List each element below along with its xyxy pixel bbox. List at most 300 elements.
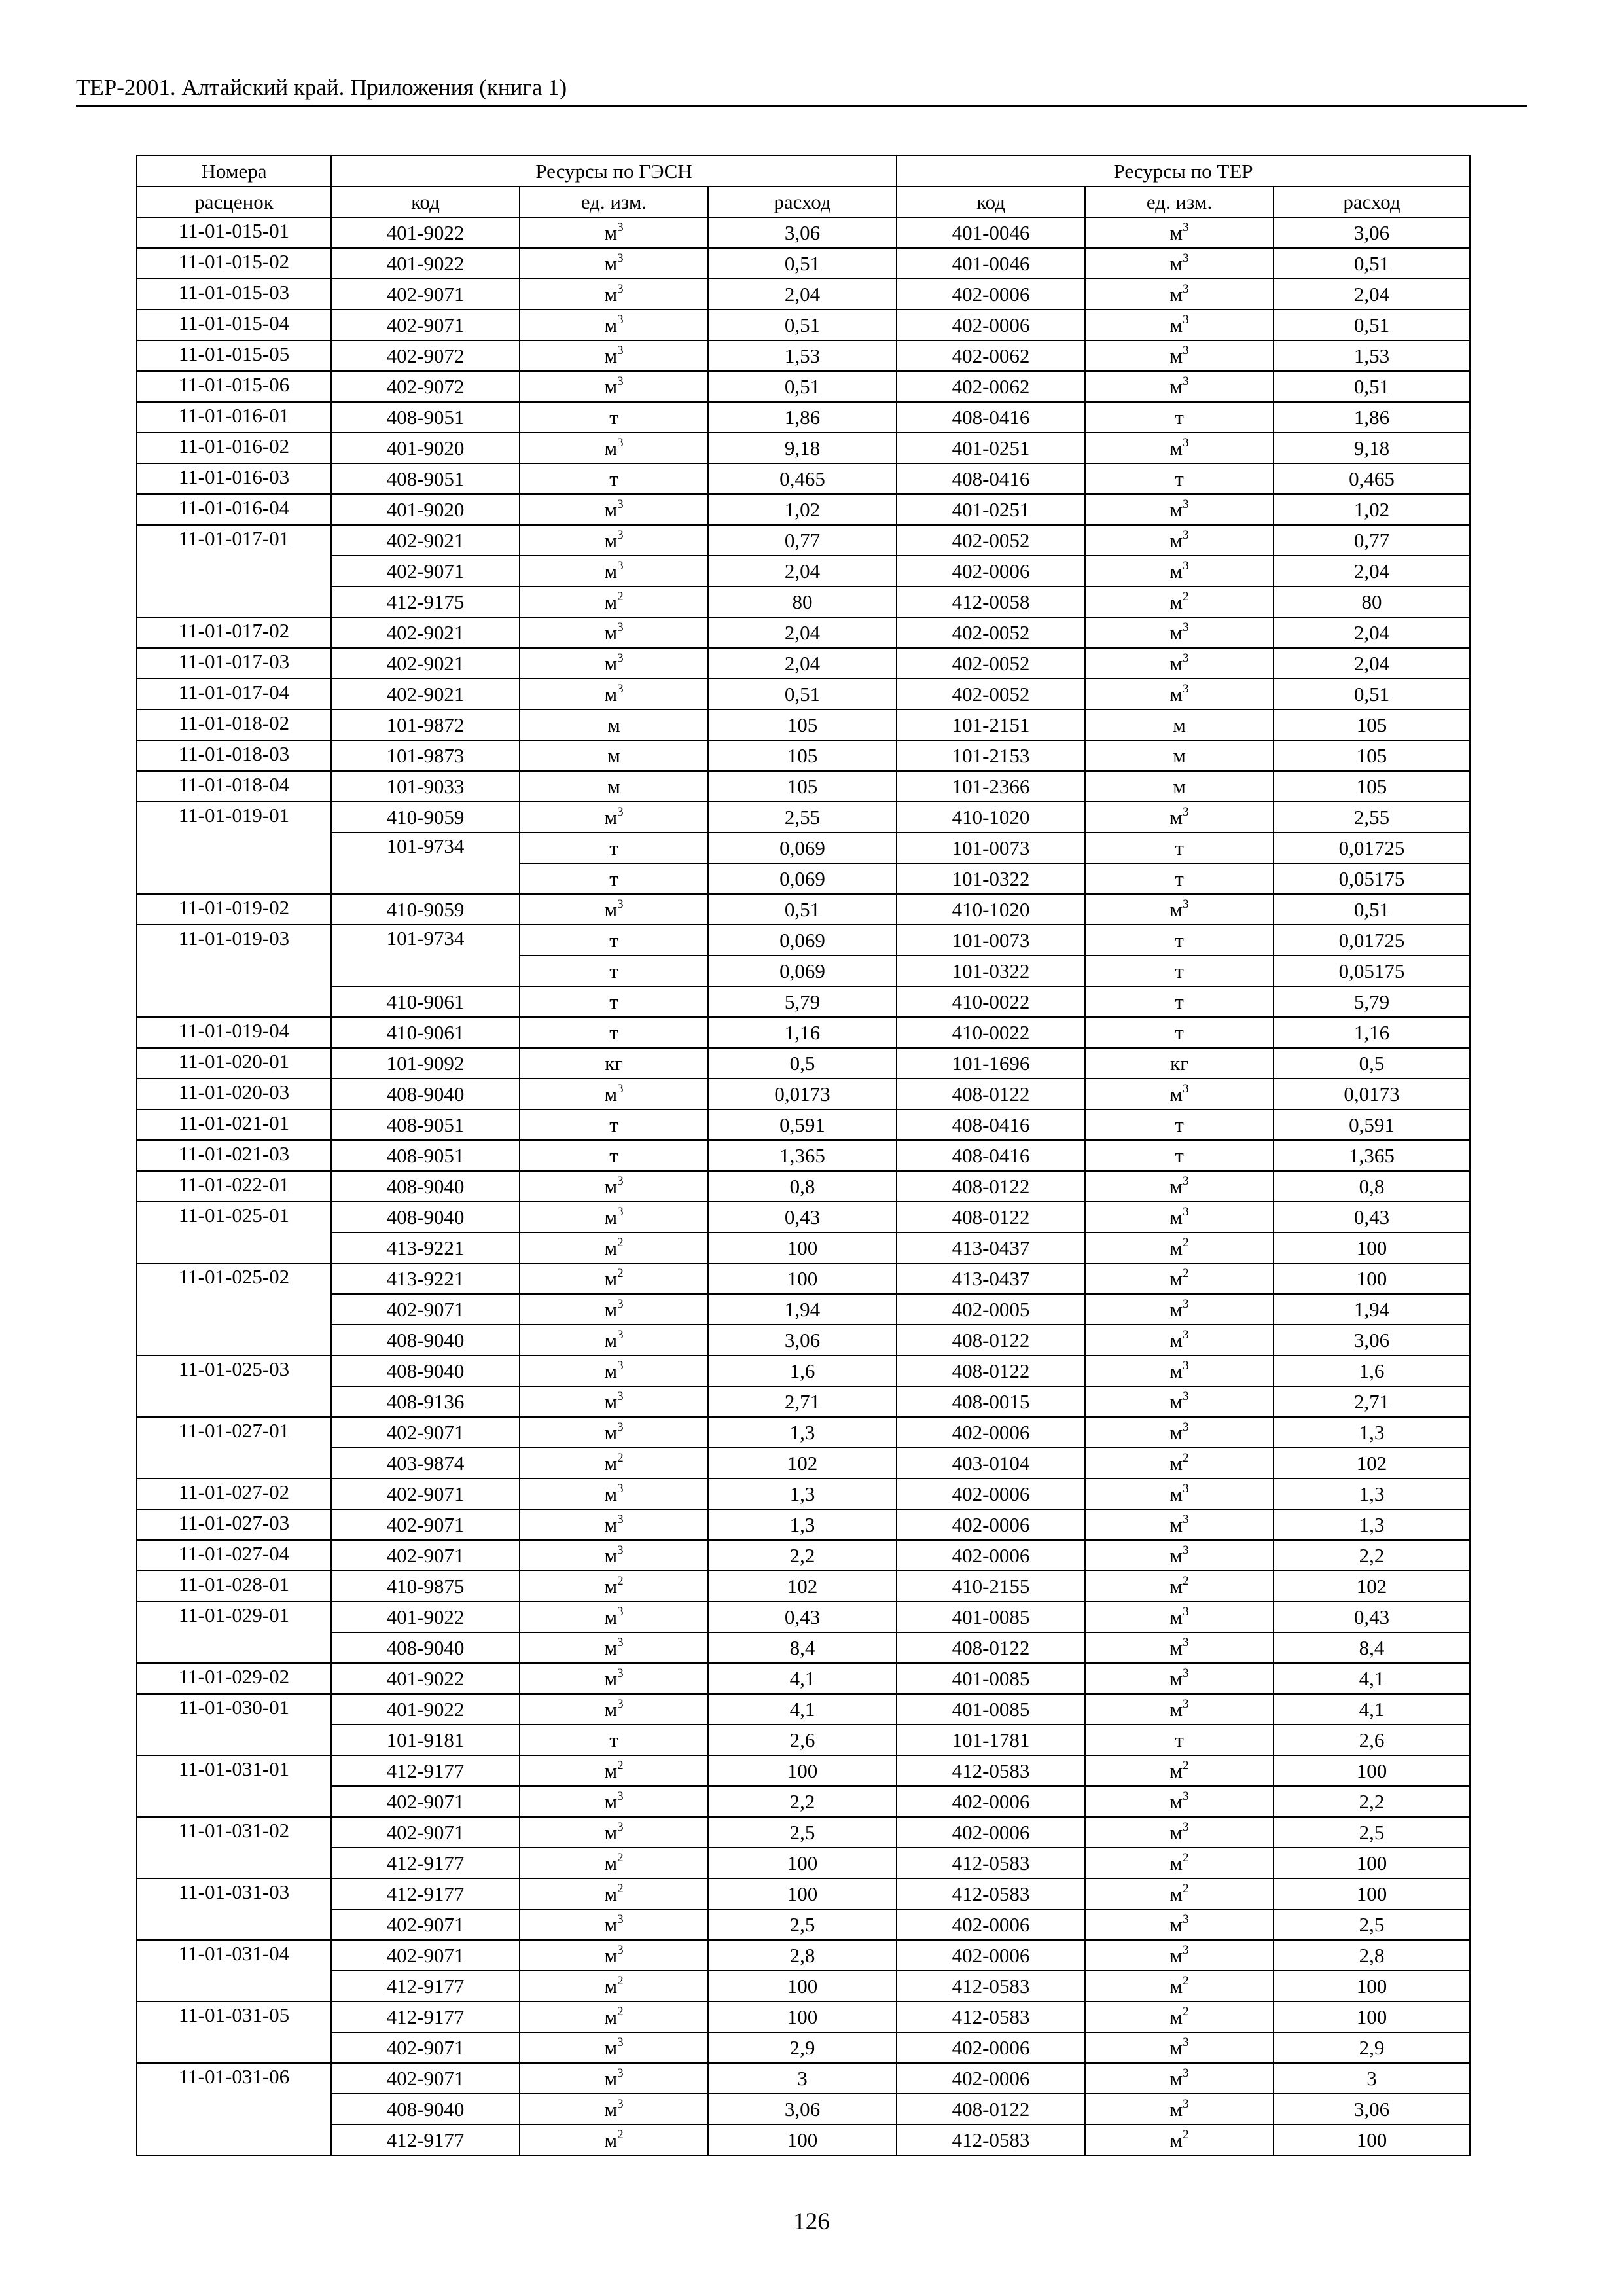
gesn-code-cell: 410-9061: [331, 1017, 520, 1048]
table-row: [137, 1386, 1470, 1417]
ter-unit-cell: $м^3$: [1085, 525, 1274, 556]
gesn-consumption-cell: 2,55: [708, 802, 897, 833]
unit-exponent: 3: [617, 1174, 624, 1189]
table-row: [137, 617, 1470, 648]
rate-number-cell: 11-01-017-02: [137, 617, 331, 648]
rate-number-cell: 11-01-027-01: [137, 1417, 331, 1479]
gesn-consumption-cell: 5,79: [708, 986, 897, 1017]
table-row: [137, 1263, 1470, 1294]
gesn-code-cell: 402-9071: [331, 1817, 520, 1848]
gesn-unit-cell: $м^3$: [520, 1786, 708, 1817]
unit-exponent: 3: [1183, 2066, 1189, 2081]
gesn-code-cell: 101-9033: [331, 771, 520, 802]
gesn-unit-cell: $м^2$: [520, 586, 708, 617]
table-row: [137, 1694, 1470, 1725]
gesn-consumption-cell: 0,51: [708, 679, 897, 709]
ter-consumption-cell: 102: [1274, 1571, 1470, 1602]
gesn-consumption-cell: 0,43: [708, 1202, 897, 1232]
unit-exponent: 3: [1183, 559, 1189, 573]
gesn-consumption-cell: 0,069: [708, 956, 897, 986]
ter-unit-cell: $м^2$: [1085, 1263, 1274, 1294]
gesn-code-cell: 408-9051: [331, 1109, 520, 1140]
rate-number-cell: 11-01-017-01: [137, 525, 331, 617]
ter-consumption-cell: 100: [1274, 1263, 1470, 1294]
ter-consumption-cell: 0,465: [1274, 463, 1470, 494]
gesn-unit-cell: $м^2$: [520, 1878, 708, 1909]
gesn-unit-cell: м: [520, 771, 708, 802]
unit-exponent: 3: [1183, 651, 1189, 666]
ter-unit-cell: $м^2$: [1085, 1571, 1274, 1602]
gesn-code-cell: 402-9071: [331, 279, 520, 310]
unit-exponent: 3: [1183, 436, 1189, 450]
ter-unit-cell: т: [1085, 402, 1274, 433]
ter-unit-cell: $м^3$: [1085, 1602, 1274, 1632]
ter-code-cell: 402-0006: [897, 1479, 1085, 1509]
ter-consumption-cell: 100: [1274, 1878, 1470, 1909]
gesn-consumption-cell: 100: [708, 1848, 897, 1878]
gesn-code-cell: 101-9734: [331, 925, 520, 986]
ter-code-cell: 402-0006: [897, 310, 1085, 340]
table-row: [137, 2125, 1470, 2155]
gesn-code-cell: 402-9021: [331, 617, 520, 648]
gesn-code-cell: 408-9051: [331, 402, 520, 433]
ter-code-cell: 408-0416: [897, 1109, 1085, 1140]
ter-code-cell: 401-0085: [897, 1694, 1085, 1725]
table-row: [137, 1602, 1470, 1632]
unit-exponent: 3: [1183, 897, 1189, 912]
ter-code-cell: 402-0062: [897, 340, 1085, 371]
gesn-code-cell: 402-9071: [331, 1417, 520, 1448]
unit-exponent: 2: [1183, 590, 1189, 604]
ter-code-cell: 402-0006: [897, 1786, 1085, 1817]
unit-exponent: 2: [1183, 1882, 1189, 1896]
header-ter-resources: Ресурсы по ТЕР: [897, 156, 1470, 187]
ter-code-cell: 401-0085: [897, 1663, 1085, 1694]
unit-exponent: 3: [617, 1082, 624, 1096]
header-rate-numbers-cont: расценок: [137, 187, 331, 217]
unit-exponent: 3: [617, 497, 624, 512]
gesn-unit-cell: $м^3$: [520, 1079, 708, 1109]
unit-exponent: 2: [617, 1851, 624, 1865]
ter-code-cell: 412-0583: [897, 1755, 1085, 1786]
ter-consumption-cell: 2,71: [1274, 1386, 1470, 1417]
ter-code-cell: 408-0416: [897, 1140, 1085, 1171]
rate-number-cell: 11-01-017-04: [137, 679, 331, 709]
gesn-code-cell: 408-9040: [331, 1202, 520, 1232]
unit-exponent: 3: [1183, 1390, 1189, 1404]
ter-code-cell: 412-0058: [897, 586, 1085, 617]
gesn-unit-cell: т: [520, 925, 708, 956]
resources-table: [136, 155, 1471, 2156]
unit-exponent: 3: [1183, 1297, 1189, 1312]
table-row: [137, 402, 1470, 433]
table-row: [137, 340, 1470, 371]
ter-code-cell: 412-0583: [897, 2125, 1085, 2155]
ter-consumption-cell: 2,04: [1274, 648, 1470, 679]
rate-number-cell: 11-01-016-03: [137, 463, 331, 494]
gesn-consumption-cell: 2,04: [708, 648, 897, 679]
rate-number-cell: 11-01-015-02: [137, 248, 331, 279]
gesn-code-cell: 402-9071: [331, 1940, 520, 1971]
gesn-unit-cell: $м^3$: [520, 1386, 708, 1417]
ter-code-cell: 410-1020: [897, 894, 1085, 925]
unit-exponent: 2: [617, 1974, 624, 1988]
gesn-code-cell: 408-9040: [331, 1325, 520, 1355]
gesn-consumption-cell: 0,51: [708, 371, 897, 402]
ter-code-cell: 101-0073: [897, 925, 1085, 956]
gesn-consumption-cell: 4,1: [708, 1663, 897, 1694]
gesn-unit-cell: м: [520, 709, 708, 740]
unit-exponent: 2: [617, 1266, 624, 1281]
ter-unit-cell: $м^3$: [1085, 1909, 1274, 1940]
ter-unit-cell: $м^3$: [1085, 1940, 1274, 1971]
table-row: [137, 740, 1470, 771]
ter-code-cell: 101-0322: [897, 863, 1085, 894]
table-row: [137, 833, 1470, 863]
ter-unit-cell: $м^3$: [1085, 1202, 1274, 1232]
ter-code-cell: 101-2151: [897, 709, 1085, 740]
unit-exponent: 2: [617, 1451, 624, 1465]
gesn-code-cell: 408-9040: [331, 1079, 520, 1109]
ter-code-cell: 410-0022: [897, 1017, 1085, 1048]
table-row: [137, 1632, 1470, 1663]
ter-code-cell: 401-0085: [897, 1602, 1085, 1632]
header-ter-consumption: расход: [1274, 187, 1470, 217]
table-row: [137, 925, 1470, 956]
unit-exponent: 3: [1183, 282, 1189, 296]
rate-number-cell: 11-01-015-01: [137, 217, 331, 248]
table-row: [137, 371, 1470, 402]
gesn-consumption-cell: 8,4: [708, 1632, 897, 1663]
table-row: [137, 1017, 1470, 1048]
gesn-code-cell: 412-9177: [331, 1878, 520, 1909]
gesn-unit-cell: $м^3$: [520, 894, 708, 925]
ter-unit-cell: т: [1085, 1017, 1274, 1048]
gesn-code-cell: 402-9071: [331, 2032, 520, 2063]
table-row: [137, 1079, 1470, 1109]
ter-consumption-cell: 1,3: [1274, 1509, 1470, 1540]
unit-exponent: 3: [617, 1943, 624, 1958]
rate-number-cell: 11-01-015-03: [137, 279, 331, 310]
gesn-code-cell: 101-9734: [331, 833, 520, 894]
ter-unit-cell: $м^2$: [1085, 586, 1274, 617]
ter-code-cell: 408-0122: [897, 1079, 1085, 1109]
table-row: [137, 248, 1470, 279]
rate-number-cell: 11-01-022-01: [137, 1171, 331, 1202]
header-gesn-consumption: расход: [708, 187, 897, 217]
ter-consumption-cell: 1,3: [1274, 1417, 1470, 1448]
unit-exponent: 3: [1183, 620, 1189, 635]
ter-unit-cell: $м^3$: [1085, 494, 1274, 525]
ter-consumption-cell: 100: [1274, 2125, 1470, 2155]
gesn-consumption-cell: 1,16: [708, 1017, 897, 1048]
unit-exponent: 3: [617, 1666, 624, 1681]
ter-unit-cell: т: [1085, 956, 1274, 986]
rate-number-cell: 11-01-020-03: [137, 1079, 331, 1109]
unit-exponent: 2: [617, 590, 624, 604]
unit-exponent: 3: [617, 2097, 624, 2111]
table-header-row: [137, 156, 1470, 187]
unit-exponent: 3: [1183, 1205, 1189, 1219]
gesn-unit-cell: $м^3$: [520, 1694, 708, 1725]
gesn-consumption-cell: 100: [708, 1263, 897, 1294]
gesn-unit-cell: $м^3$: [520, 310, 708, 340]
ter-consumption-cell: 2,04: [1274, 556, 1470, 586]
table-row: [137, 310, 1470, 340]
ter-unit-cell: $м^2$: [1085, 1848, 1274, 1878]
unit-exponent: 3: [1183, 313, 1189, 327]
gesn-code-cell: 413-9221: [331, 1232, 520, 1263]
gesn-unit-cell: $м^2$: [520, 1232, 708, 1263]
gesn-code-cell: 410-9061: [331, 986, 520, 1017]
gesn-consumption-cell: 105: [708, 740, 897, 771]
ter-unit-cell: $м^3$: [1085, 1694, 1274, 1725]
gesn-consumption-cell: 3,06: [708, 2094, 897, 2125]
ter-unit-cell: т: [1085, 925, 1274, 956]
gesn-unit-cell: т: [520, 1725, 708, 1755]
ter-consumption-cell: 100: [1274, 2001, 1470, 2032]
gesn-consumption-cell: 1,3: [708, 1417, 897, 1448]
gesn-consumption-cell: 1,94: [708, 1294, 897, 1325]
rate-number-cell: 11-01-019-01: [137, 802, 331, 894]
unit-exponent: 3: [1183, 1636, 1189, 1650]
gesn-consumption-cell: 100: [708, 2001, 897, 2032]
table-row: [137, 217, 1470, 248]
ter-code-cell: 402-0052: [897, 648, 1085, 679]
rate-number-cell: 11-01-029-01: [137, 1602, 331, 1663]
table-row: [137, 1479, 1470, 1509]
gesn-consumption-cell: 105: [708, 771, 897, 802]
ter-code-cell: 402-0006: [897, 1540, 1085, 1571]
gesn-unit-cell: $м^3$: [520, 1909, 708, 1940]
table-row: [137, 648, 1470, 679]
ter-consumption-cell: 100: [1274, 1971, 1470, 2001]
rate-number-cell: 11-01-016-04: [137, 494, 331, 525]
unit-exponent: 2: [617, 1882, 624, 1896]
gesn-code-cell: 101-9873: [331, 740, 520, 771]
ter-unit-cell: $м^3$: [1085, 2032, 1274, 2063]
ter-code-cell: 408-0122: [897, 1325, 1085, 1355]
unit-exponent: 2: [617, 2005, 624, 2019]
table-row: [137, 1971, 1470, 2001]
rate-number-cell: 11-01-020-01: [137, 1048, 331, 1079]
unit-exponent: 2: [1183, 1236, 1189, 1250]
gesn-consumption-cell: 100: [708, 1971, 897, 2001]
gesn-unit-cell: $м^3$: [520, 617, 708, 648]
gesn-unit-cell: $м^3$: [520, 1663, 708, 1694]
unit-exponent: 2: [617, 1236, 624, 1250]
unit-exponent: 3: [617, 313, 624, 327]
ter-code-cell: 101-2153: [897, 740, 1085, 771]
gesn-consumption-cell: 0,069: [708, 925, 897, 956]
ter-code-cell: 412-0583: [897, 1848, 1085, 1878]
gesn-consumption-cell: 1,02: [708, 494, 897, 525]
gesn-code-cell: 402-9071: [331, 1479, 520, 1509]
unit-exponent: 3: [1183, 1697, 1189, 1712]
gesn-consumption-cell: 100: [708, 1878, 897, 1909]
gesn-unit-cell: $м^3$: [520, 2032, 708, 2063]
gesn-consumption-cell: 2,04: [708, 556, 897, 586]
ter-code-cell: 402-0006: [897, 2032, 1085, 2063]
rate-number-cell: 11-01-029-02: [137, 1663, 331, 1694]
ter-code-cell: 402-0006: [897, 556, 1085, 586]
ter-code-cell: 408-0416: [897, 402, 1085, 433]
unit-exponent: 3: [617, 1328, 624, 1342]
gesn-consumption-cell: 2,2: [708, 1786, 897, 1817]
gesn-unit-cell: $м^2$: [520, 1755, 708, 1786]
ter-consumption-cell: 2,2: [1274, 1540, 1470, 1571]
unit-exponent: 3: [1183, 805, 1189, 819]
table-row: [137, 433, 1470, 463]
table-row: [137, 1571, 1470, 1602]
gesn-consumption-cell: 3,06: [708, 1325, 897, 1355]
gesn-unit-cell: $м^3$: [520, 340, 708, 371]
unit-exponent: 3: [617, 528, 624, 543]
gesn-consumption-cell: 0,465: [708, 463, 897, 494]
page-number: 126: [793, 2208, 830, 2235]
unit-exponent: 3: [1183, 1513, 1189, 1527]
unit-exponent: 3: [617, 374, 624, 389]
ter-consumption-cell: 2,6: [1274, 1725, 1470, 1755]
unit-exponent: 3: [617, 1912, 624, 1927]
gesn-code-cell: 101-9872: [331, 709, 520, 740]
gesn-unit-cell: $м^3$: [520, 1940, 708, 1971]
gesn-unit-cell: $м^2$: [520, 1971, 708, 2001]
gesn-code-cell: 402-9071: [331, 556, 520, 586]
gesn-unit-cell: т: [520, 986, 708, 1017]
ter-code-cell: 101-2366: [897, 771, 1085, 802]
gesn-consumption-cell: 0,069: [708, 863, 897, 894]
rate-number-cell: 11-01-016-01: [137, 402, 331, 433]
unit-exponent: 3: [1183, 1820, 1189, 1835]
rate-number-cell: 11-01-031-02: [137, 1817, 331, 1878]
ter-code-cell: 401-0046: [897, 217, 1085, 248]
ter-code-cell: 402-0052: [897, 525, 1085, 556]
ter-unit-cell: кг: [1085, 1048, 1274, 1079]
gesn-code-cell: 412-9177: [331, 1755, 520, 1786]
ter-consumption-cell: 0,05175: [1274, 863, 1470, 894]
ter-consumption-cell: 9,18: [1274, 433, 1470, 463]
ter-consumption-cell: 0,01725: [1274, 833, 1470, 863]
unit-exponent: 3: [617, 251, 624, 266]
ter-unit-cell: $м^3$: [1085, 1786, 1274, 1817]
table-row: [137, 586, 1470, 617]
ter-consumption-cell: 2,04: [1274, 279, 1470, 310]
unit-exponent: 3: [1183, 1174, 1189, 1189]
table-row: [137, 1109, 1470, 1140]
unit-exponent: 3: [1183, 1943, 1189, 1958]
gesn-unit-cell: $м^3$: [520, 1479, 708, 1509]
ter-consumption-cell: 2,04: [1274, 617, 1470, 648]
ter-consumption-cell: 0,05175: [1274, 956, 1470, 986]
ter-code-cell: 402-0006: [897, 1817, 1085, 1848]
table-row: [137, 494, 1470, 525]
ter-unit-cell: $м^3$: [1085, 1663, 1274, 1694]
unit-exponent: 2: [617, 1759, 624, 1773]
gesn-code-cell: 401-9020: [331, 433, 520, 463]
ter-unit-cell: м: [1085, 740, 1274, 771]
ter-code-cell: 412-0583: [897, 2001, 1085, 2032]
table-row: [137, 679, 1470, 709]
gesn-unit-cell: т: [520, 1109, 708, 1140]
unit-exponent: 3: [617, 1513, 624, 1527]
gesn-unit-cell: $м^2$: [520, 1571, 708, 1602]
unit-exponent: 3: [1183, 1328, 1189, 1342]
ter-unit-cell: $м^2$: [1085, 1232, 1274, 1263]
gesn-consumption-cell: 0,51: [708, 310, 897, 340]
gesn-code-cell: 412-9177: [331, 1848, 520, 1878]
gesn-code-cell: 410-9059: [331, 894, 520, 925]
ter-consumption-cell: 0,51: [1274, 679, 1470, 709]
ter-consumption-cell: 0,5: [1274, 1048, 1470, 1079]
ter-consumption-cell: 4,1: [1274, 1694, 1470, 1725]
ter-consumption-cell: 102: [1274, 1448, 1470, 1479]
unit-exponent: 3: [617, 620, 624, 635]
ter-code-cell: 413-0437: [897, 1263, 1085, 1294]
rate-number-cell: 11-01-031-04: [137, 1940, 331, 2001]
gesn-unit-cell: $м^3$: [520, 1325, 708, 1355]
unit-exponent: 2: [1183, 1759, 1189, 1773]
unit-exponent: 2: [1183, 1266, 1189, 1281]
gesn-consumption-cell: 1,86: [708, 402, 897, 433]
unit-exponent: 3: [1183, 1666, 1189, 1681]
ter-code-cell: 101-1781: [897, 1725, 1085, 1755]
ter-code-cell: 408-0416: [897, 463, 1085, 494]
gesn-unit-cell: $м^3$: [520, 556, 708, 586]
gesn-consumption-cell: 0,51: [708, 248, 897, 279]
unit-exponent: 3: [617, 1420, 624, 1435]
rate-number-cell: 11-01-021-01: [137, 1109, 331, 1140]
table-row: [137, 1817, 1470, 1848]
ter-code-cell: 402-0006: [897, 2063, 1085, 2094]
ter-unit-cell: $м^3$: [1085, 1632, 1274, 1663]
ter-code-cell: 402-0006: [897, 1417, 1085, 1448]
ter-unit-cell: $м^3$: [1085, 648, 1274, 679]
table-row: [137, 2063, 1470, 2094]
ter-consumption-cell: 3: [1274, 2063, 1470, 2094]
rate-number-cell: 11-01-027-02: [137, 1479, 331, 1509]
gesn-consumption-cell: 2,6: [708, 1725, 897, 1755]
header-ter-code: код: [897, 187, 1085, 217]
table-row: [137, 1171, 1470, 1202]
unit-exponent: 3: [617, 1205, 624, 1219]
unit-exponent: 3: [1183, 221, 1189, 235]
unit-exponent: 3: [1183, 1482, 1189, 1496]
ter-unit-cell: $м^3$: [1085, 802, 1274, 833]
gesn-consumption-cell: 3: [708, 2063, 897, 2094]
ter-consumption-cell: 2,5: [1274, 1909, 1470, 1940]
gesn-consumption-cell: 1,53: [708, 340, 897, 371]
gesn-unit-cell: т: [520, 1140, 708, 1171]
unit-exponent: 3: [1183, 497, 1189, 512]
gesn-code-cell: 402-9071: [331, 310, 520, 340]
ter-code-cell: 412-0583: [897, 1878, 1085, 1909]
ter-code-cell: 408-0122: [897, 1202, 1085, 1232]
table-row: [137, 1355, 1470, 1386]
ter-consumption-cell: 8,4: [1274, 1632, 1470, 1663]
table-row: [137, 1940, 1470, 1971]
gesn-unit-cell: т: [520, 956, 708, 986]
gesn-unit-cell: $м^3$: [520, 1602, 708, 1632]
ter-unit-cell: $м^3$: [1085, 1294, 1274, 1325]
ter-consumption-cell: 105: [1274, 740, 1470, 771]
ter-consumption-cell: 5,79: [1274, 986, 1470, 1017]
table-row: [137, 2032, 1470, 2063]
rate-number-cell: 11-01-018-03: [137, 740, 331, 771]
unit-exponent: 3: [1183, 1420, 1189, 1435]
unit-exponent: 3: [1183, 528, 1189, 543]
unit-exponent: 2: [1183, 1851, 1189, 1865]
